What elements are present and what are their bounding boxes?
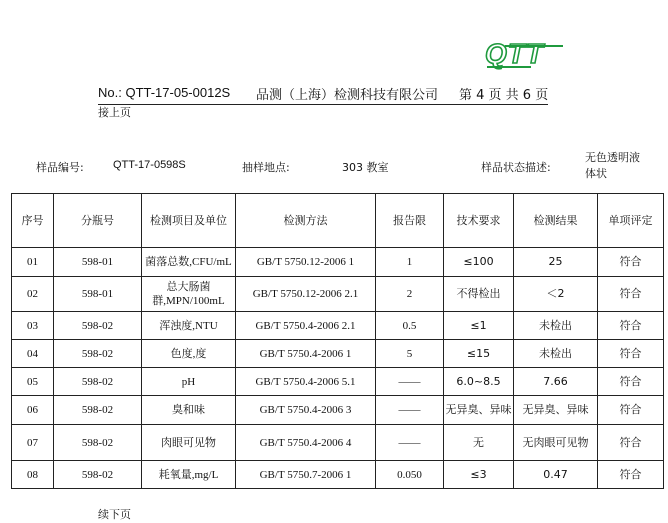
cell-item: 耗氧量,mg/L — [142, 461, 236, 489]
page-info: 第 4 页 共 6 页 — [459, 88, 549, 103]
cell-assessment: 符合 — [598, 340, 664, 368]
cell-method: GB/T 5750.7-2006 1 — [236, 461, 376, 489]
header-bottle-no: 分瓶号 — [54, 194, 142, 248]
table-row — [12, 368, 664, 396]
cell-limit: —— — [376, 425, 444, 461]
cell-result: 无异臭、异味 — [514, 396, 598, 425]
cell-assessment: 符合 — [598, 277, 664, 312]
cell-seq: 06 — [12, 396, 54, 425]
header-seq: 序号 — [12, 194, 54, 248]
cell-bottle-no: 598-02 — [54, 425, 142, 461]
cell-method: GB/T 5750.4-2006 3 — [236, 396, 376, 425]
continued-from-label: 接上页 — [98, 106, 131, 119]
cell-requirement: 不得检出 — [444, 277, 514, 312]
cell-result: 未检出 — [514, 340, 598, 368]
cell-result: 未检出 — [514, 312, 598, 340]
results-table — [11, 193, 664, 489]
cell-seq: 07 — [12, 425, 54, 461]
company-name: 品测（上海）检测科技有限公司 — [256, 88, 439, 103]
cell-seq: 04 — [12, 340, 54, 368]
cell-result: 无肉眼可见物 — [514, 425, 598, 461]
cell-method: GB/T 5750.4-2006 1 — [236, 340, 376, 368]
cell-assessment: 符合 — [598, 396, 664, 425]
location-value: 303 教室 — [342, 161, 389, 174]
cell-requirement: ≤3 — [444, 461, 514, 489]
cell-result: 25 — [514, 248, 598, 277]
header-method: 检测方法 — [236, 194, 376, 248]
cell-assessment: 符合 — [598, 312, 664, 340]
table-header-row — [12, 194, 664, 248]
cell-requirement: ≤15 — [444, 340, 514, 368]
cell-bottle-no: 598-02 — [54, 340, 142, 368]
cell-method: GB/T 5750.4-2006 5.1 — [236, 368, 376, 396]
sample-no-label: 样品编号: — [36, 161, 84, 174]
table-row — [12, 396, 664, 425]
report-number: No.: QTT-17-05-0012S — [98, 85, 231, 100]
cell-item: 总大肠菌群,MPN/100mL — [142, 277, 236, 312]
cell-requirement: ≤100 — [444, 248, 514, 277]
header-report-limit: 报告限 — [376, 194, 444, 248]
location-label: 抽样地点: — [242, 161, 290, 174]
cell-requirement: ≤1 — [444, 312, 514, 340]
cell-item: 肉眼可见物 — [142, 425, 236, 461]
cell-assessment: 符合 — [598, 461, 664, 489]
cell-bottle-no: 598-02 — [54, 368, 142, 396]
cell-limit: 0.5 — [376, 312, 444, 340]
table-row — [12, 340, 664, 368]
cell-seq: 01 — [12, 248, 54, 277]
state-label: 样品状态描述: — [481, 161, 551, 174]
cell-item: 浑浊度,NTU — [142, 312, 236, 340]
cell-requirement: 无异臭、异味 — [444, 396, 514, 425]
cell-item: pH — [142, 368, 236, 396]
cell-limit: —— — [376, 368, 444, 396]
state-value: 无色透明液体状 — [585, 151, 640, 180]
header-requirement: 技术要求 — [444, 194, 514, 248]
cell-bottle-no: 598-01 — [54, 277, 142, 312]
cell-method: GB/T 5750.4-2006 2.1 — [236, 312, 376, 340]
cell-assessment: 符合 — [598, 248, 664, 277]
cell-method: GB/T 5750.4-2006 4 — [236, 425, 376, 461]
report-header — [98, 84, 548, 105]
cell-assessment: 符合 — [598, 368, 664, 396]
continued-to-label: 续下页 — [98, 508, 131, 521]
cell-limit: —— — [376, 396, 444, 425]
header-result: 检测结果 — [514, 194, 598, 248]
header-assessment: 单项评定 — [598, 194, 664, 248]
cell-limit: 1 — [376, 248, 444, 277]
cell-limit: 2 — [376, 277, 444, 312]
cell-limit: 5 — [376, 340, 444, 368]
qtt-logo — [483, 38, 565, 70]
cell-method: GB/T 5750.12-2006 2.1 — [236, 277, 376, 312]
cell-result: ＜2 — [514, 277, 598, 312]
table-row — [12, 312, 664, 340]
cell-item: 菌落总数,CFU/mL — [142, 248, 236, 277]
table-row — [12, 425, 664, 461]
cell-seq: 03 — [12, 312, 54, 340]
table-row — [12, 248, 664, 277]
cell-limit: 0.050 — [376, 461, 444, 489]
cell-bottle-no: 598-02 — [54, 396, 142, 425]
table-row — [12, 461, 664, 489]
cell-requirement: 6.0~8.5 — [444, 368, 514, 396]
cell-seq: 05 — [12, 368, 54, 396]
cell-seq: 08 — [12, 461, 54, 489]
cell-item: 色度,度 — [142, 340, 236, 368]
table-row — [12, 277, 664, 312]
sample-no: QTT-17-0598S — [113, 159, 186, 171]
cell-seq: 02 — [12, 277, 54, 312]
header-item-unit: 检测项目及单位 — [142, 194, 236, 248]
cell-bottle-no: 598-02 — [54, 312, 142, 340]
cell-bottle-no: 598-02 — [54, 461, 142, 489]
cell-bottle-no: 598-01 — [54, 248, 142, 277]
cell-result: 0.47 — [514, 461, 598, 489]
cell-method: GB/T 5750.12-2006 1 — [236, 248, 376, 277]
svg-text:QTT: QTT — [485, 38, 544, 69]
cell-requirement: 无 — [444, 425, 514, 461]
cell-result: 7.66 — [514, 368, 598, 396]
cell-assessment: 符合 — [598, 425, 664, 461]
cell-item: 臭和味 — [142, 396, 236, 425]
